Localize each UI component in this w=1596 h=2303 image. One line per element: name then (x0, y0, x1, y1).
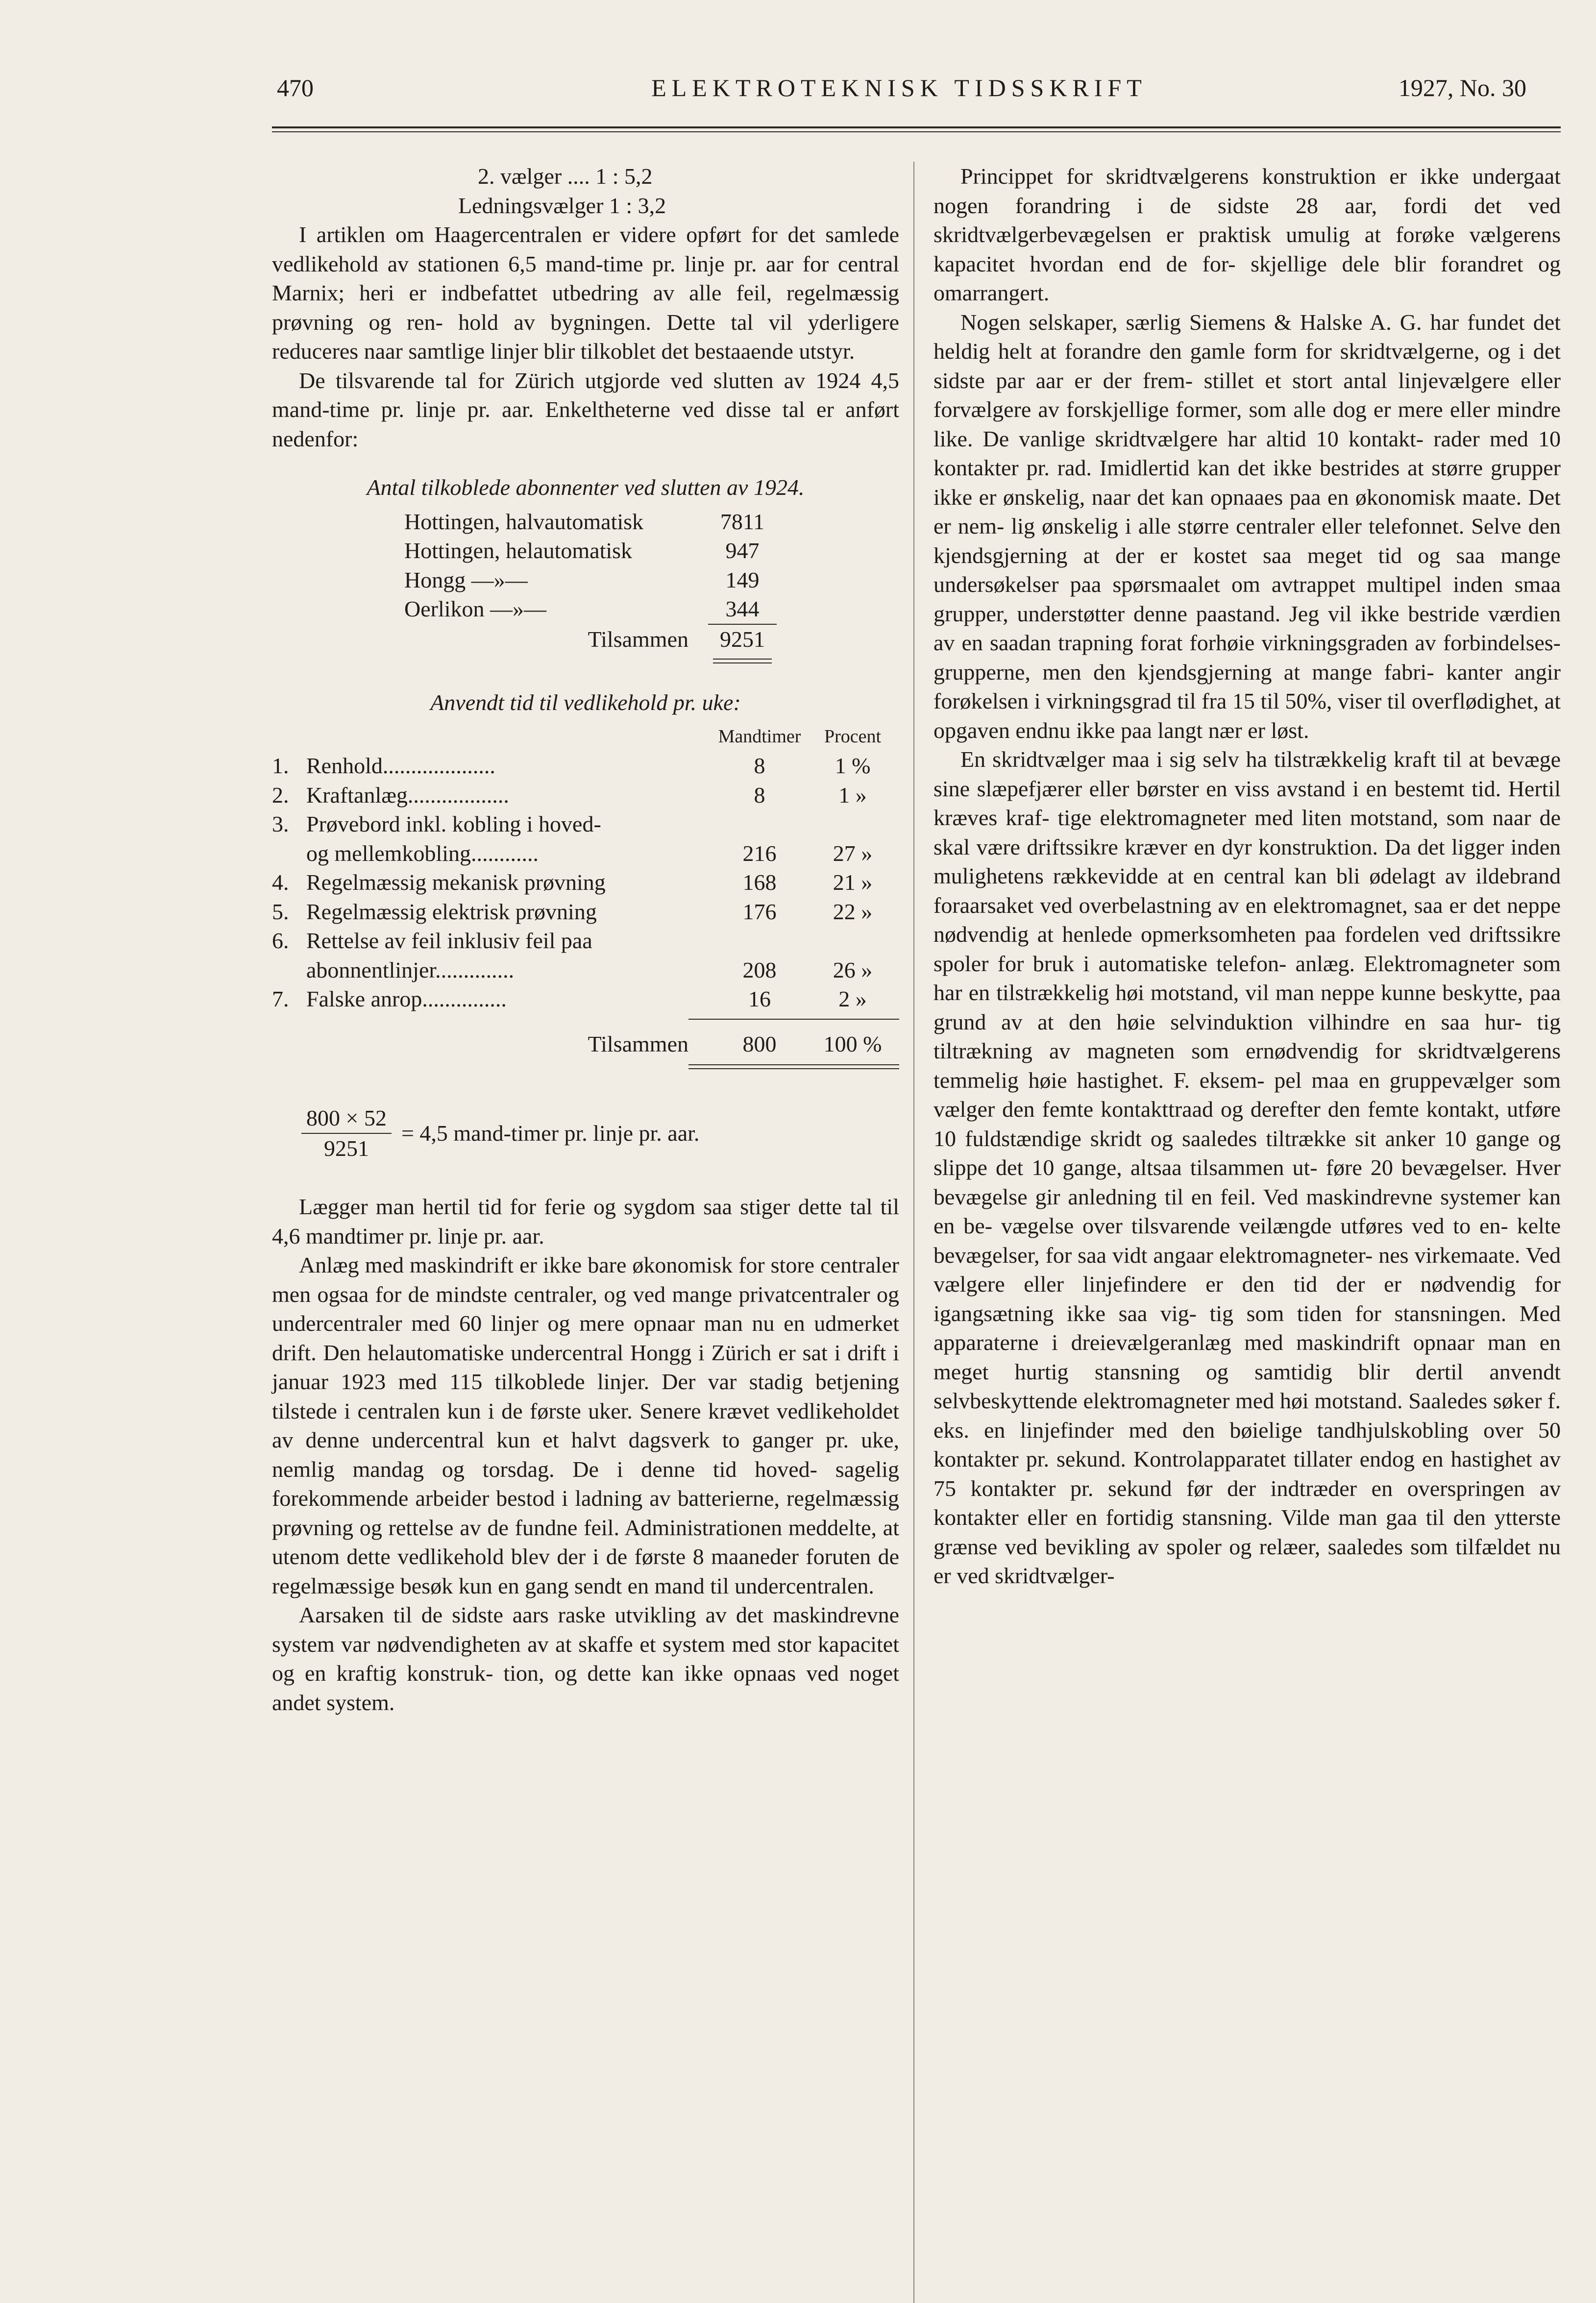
table-row (404, 565, 777, 595)
double-rule (688, 1064, 899, 1069)
table-cell: Kraftanlæg.................. (306, 782, 509, 808)
paragraph: De tilsvarende tal for Zürich utgjorde ved slutten av 1924 4,5 mand-time pr. linje pr. aar. Enkeltheterne ved disse tal er anført nedenfor: (272, 368, 899, 451)
column-divider (913, 162, 914, 2303)
table-cell: Prøvebord inkl. kobling i hoved- (306, 811, 601, 836)
table-cell: 7. (272, 986, 289, 1011)
table-cell: 2 » (838, 986, 867, 1011)
table-cell (806, 926, 899, 956)
table-row (272, 897, 899, 927)
fraction-numerator: 800 × 52 (301, 1103, 392, 1134)
header-rule (272, 126, 1561, 128)
table-cell: Tilsammen (588, 626, 688, 652)
table-cell: Oerlikon —»— (404, 596, 547, 621)
table-cell: 216 (742, 840, 777, 866)
table-header (272, 722, 899, 752)
formula-result: = 4,5 mand-timer pr. linje pr. aar. (401, 1120, 700, 1146)
table-caption: Antal tilkoblede abonnenter ved slutten av 1924. (367, 475, 805, 500)
table-row (272, 751, 899, 781)
table-cell: 26 » (833, 957, 873, 982)
table-cell: 5. (272, 899, 289, 924)
table-cell: abonnentlinjer.............. (306, 957, 515, 982)
table-row (272, 868, 899, 897)
table-cell: 1. (272, 753, 289, 778)
table-cell: og mellemkobling............ (306, 840, 539, 866)
formula (301, 1103, 899, 1163)
table-cell (272, 839, 306, 868)
selector-ratios (458, 162, 899, 220)
ratio-line: 2. vælger .... 1 : 5,2 (478, 164, 653, 189)
table-cell: 1 » (838, 782, 867, 808)
maintenance-table (272, 722, 899, 1070)
table-row (404, 507, 777, 537)
table-cell: 9251 (720, 626, 765, 652)
table-cell: 27 » (833, 840, 873, 866)
column-header: Mandtimer (718, 726, 801, 747)
paragraph: Nogen selskaper, særlig Siemens & Halske A. G. har fundet det heldig helt at forandre den gamle form for skridtvælgerne, og i det sidste par aar er der frem- stillet et stort antal linjevælgere eller forvælgere av forskjellige former, som alle dog er mere eller mindre like. De vanlige skridtvælgere har altid 10 kontakt- rader med 10 kontakter pr. rad. Imidlertid kan det ikke bestrides at større grupper ikke er ønskelig, naar det kan opnaaes paa en økonomisk maate. Det er nem- lig ønskelig i alle større centraler eller telefonnet. Selve den kjendsgjerning at der er kostet saa meget tid og saa mange undersøkelser paa spørsmaalet om avtrappet multipel inden smaa grupper, understøtter denne paastand. Jeg vil ikke bestride værdien av en saadan trapning forat forhøie virkningsgraden av forbindelses- grupperne, men den kjendsgjerning at mange fabri- kanter angir forøkelsen i virkningsgrad til fra 15 til 50%, viser til overflødighet, at opgaven endnu ikke paa langt nær er løst. (933, 309, 1561, 743)
table-row (404, 594, 777, 624)
table-cell (713, 809, 806, 839)
fraction-denominator: 9251 (323, 1135, 369, 1161)
table-cell: Tilsammen (588, 1031, 688, 1056)
paragraph: I artiklen om Haagercentralen er videre opført for det samlede vedlikehold av stationen 6,5 mand-time pr. linje pr. aar for central Marnix; heri er indbefattet utbedring av alle feil, regelmæssig prøvning og ren- hold av bygningen. Dette tal vil yderligere reduceres naar samtlige linjer blir tilkoblet det bestaaende utstyr. (272, 222, 899, 364)
table-cell: 208 (742, 957, 777, 982)
paragraph: Anlæg med maskindrift er ikke bare økonomisk for store centraler men ogsaa for de mindste centraler, og ved mange privatcentraler og undercentraler med 60 linjer og mere opnaar man nu en udmerket drift. Den helautomatiske undercentral Hongg i Zürich er sat i drift i januar 1923 med 115 tilkoblede linjer. Der var stadig betjening tilstede i centralen kun i de første uker. Senere krævet vedlikeholdet av denne undercentral kun et halvt dagsverk to ganger pr. uke, nemlig mandag og torsdag. De i denne tid hoved- sagelig forekommende arbeider bestod i ladning av batterierne, regelmæssig prøvning og rettelse av de fundne feil. Administrationen meddelte, at utenom dette vedlikehold blev der i de første 8 maaneder foruten de regelmæssige besøk kun en gang sendt en mand til undercentralen. (272, 1252, 899, 1598)
page-number: 470 (277, 74, 314, 101)
header-rule-thin (272, 131, 1561, 132)
paragraph: Princippet for skridtvælgerens konstruktion er ikke undergaat nogen forandring i de sidste 28 aar, fordi det ved skridtvælgerbevægelsen er praktisk umulig at forøke vælgerens kapacitet hvordan end de for- skjellige dele blir forandret og omarrangert. (933, 164, 1561, 305)
column-header: Procent (824, 726, 882, 747)
table-cell: 2. (272, 782, 289, 808)
running-header (272, 74, 1526, 113)
table-cell: 21 » (833, 870, 873, 895)
table-cell: 16 (748, 986, 771, 1011)
table-cell: 4. (272, 870, 289, 895)
table-row (404, 536, 777, 565)
double-rule (713, 659, 772, 663)
table-cell: 1 % (835, 753, 871, 778)
table-cell: Hottingen, helautomatisk (404, 538, 633, 563)
table-cell: 22 » (833, 899, 873, 924)
table-cell: 100 % (823, 1031, 882, 1056)
table-cell: Regelmæssig mekanisk prøvning (306, 870, 606, 895)
table-row (272, 839, 899, 868)
table-row (272, 809, 899, 839)
table-cell: 8 (754, 753, 765, 778)
right-column (933, 162, 1561, 1591)
table-cell: 947 (725, 538, 760, 563)
ratio-line: Ledningsvælger 1 : 3,2 (458, 193, 666, 218)
table-caption: Anvendt tid til vedlikehold pr. uke: (430, 690, 741, 715)
subscriber-table (404, 507, 777, 664)
table-cell: Hongg —»— (404, 567, 528, 592)
issue-label: 1927, No. 30 (1398, 74, 1526, 101)
table-cell: Hottingen, halvautomatisk (404, 509, 644, 534)
table-cell: 176 (742, 899, 777, 924)
table-row (272, 781, 899, 810)
fraction (301, 1103, 392, 1163)
table-cell: Rettelse av feil inklusiv feil paa (306, 928, 592, 953)
table-cell: 3. (272, 811, 289, 836)
table-cell (713, 926, 806, 956)
table-cell: Renhold.................... (306, 753, 495, 778)
table-cell: 8 (754, 782, 765, 808)
paragraph: Lægger man hertil tid for ferie og sygdom saa stiger dette tal til 4,6 mandtimer pr. linje pr. aar. (272, 1194, 899, 1249)
table-cell: 149 (725, 567, 760, 592)
table-row (272, 956, 899, 985)
table-total-row (404, 625, 777, 654)
table-total-row (272, 1029, 899, 1059)
table-cell: 7811 (720, 509, 765, 534)
table-row (272, 926, 899, 956)
journal-title: ELEKTROTEKNISK TIDSSKRIFT (651, 74, 1147, 101)
table-cell: 168 (742, 870, 777, 895)
table-cell (806, 809, 899, 839)
table-cell: 800 (742, 1031, 777, 1056)
table-cell: Regelmæssig elektrisk prøvning (306, 899, 597, 924)
sum-rule (688, 1019, 899, 1020)
table-cell: 6. (272, 928, 289, 953)
table-row (272, 984, 899, 1014)
left-column (272, 162, 899, 1717)
paragraph: En skridtvælger maa i sig selv ha tilstrækkelig kraft til at bevæge sine slæpefjærer eller børster en viss avstand i en bestemt tid. Hertil kræves kraf- tige elektromagneter med liten motstand, som naar de skal være driftssikre kræver en dyr konstruktion. Da det ligger inden mulighetens rækkevidde at en central kan bli ødelagt av ildebrand foraarsaket ved overbelastning av en elektromagnet, saa er det neppe nødvendig at henlede opmerksomheten paa fordelen ved driftssikre spoler for bruk i automatiske telefon- anlæg. Elektromagneter som har en tilstrækkelig høi motstand, vil man neppe kunne beskytte, paa grund av at den høie selvinduktion vilhindre en saa hur- tig tiltrækning av magneten som ernødvendig for skridtvælgerens temmelig høie hastighet. F. eksem- pel maa en gruppevælger som vælger den femte kontakttraad og derefter den femte kontakt, utføre 10 fuldstændige skridt og saaledes tiltrække sit anker 10 gange og slippe det 10 gange, altsaa tilsammen ut- føre 20 bevægelser. Hver bevægelse gir anledning til en feil. Ved maskindrevne systemer kan en be- vægelse over tilsvarende veilængde utføres ved to en- kelte bevægelser, for saa vidt angaar elektromagneter- nes virkemaate. Ved vælgere eller linjefindere er den tid der er nødvendig for igangsætning ikke saa vig- tig som tiden for stansningen. Med apparaterne i dreievælgeranlæg med maskindrift opnaar man en meget hurtig stansning og samtidig blir dertil anvendt selvbeskyttende elektromagneter med høi motstand. Saaledes søker f. eks. en linjefinder med den bøielige tandhjulskobling over 50 kontakter pr. sekund. Kontrolapparatet tillater endog en hastighet av 75 kontakter pr. sekund før der indtræder en overspringen av kontakter eller en fortidig stansning. Vilde man gaa til den ytterste grænse ved bevikling av spoler og relæer, saaledes som tilfældet nu er ved skridtvælger- (933, 747, 1561, 1588)
table-cell: 344 (725, 596, 760, 621)
paragraph: Aarsaken til de sidste aars raske utvikling av det maskindrevne system var nødvendigheten av at skaffe et system med stor kapacitet og en kraftig konstruk- tion, og dette kan ikke opnaas ved noget andet system. (272, 1602, 899, 1715)
table-cell: Falske anrop............... (306, 986, 507, 1011)
table-cell (272, 956, 306, 985)
